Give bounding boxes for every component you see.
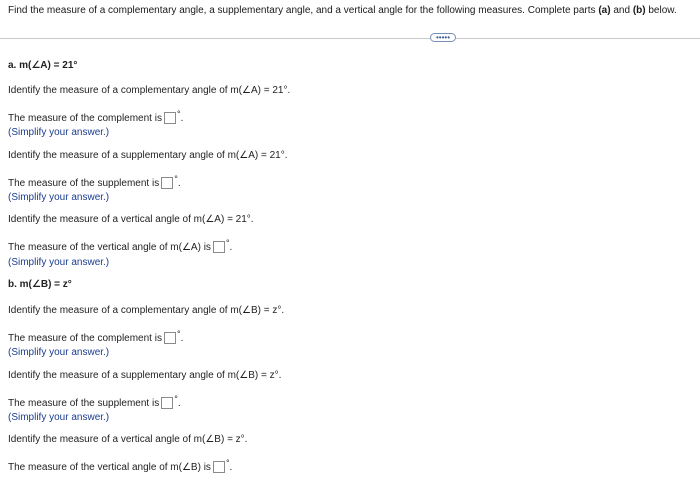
part-b-complement-answer-line (8, 329, 184, 344)
part-a-supplement-answer-prefix: The measure of the supplement is (8, 177, 160, 189)
part-a-vertical-answer-line (8, 238, 233, 253)
instructions (8, 5, 677, 16)
part-b-vertical-answer-input[interactable] (213, 461, 225, 473)
part-a-supplement-answer-input[interactable] (161, 177, 173, 189)
part-a-supplement-question: Identify the measure of a supplementary angle of m(∠A) = 21°. (8, 150, 288, 161)
period: . (180, 112, 184, 124)
part-b-complement-hint: (Simplify your answer.) (8, 347, 110, 358)
part-b-supplement-answer-input[interactable] (161, 397, 173, 409)
part-a-complement-answer-prefix: The measure of the complement is (8, 112, 162, 124)
instructions-part-b-ref: (b) (632, 5, 646, 16)
period: . (177, 397, 181, 409)
degree-symbol: ° (174, 174, 178, 184)
part-b-supplement-answer-prefix: The measure of the supplement is (8, 397, 160, 409)
part-b-supplement-answer-line (8, 394, 181, 409)
degree-symbol: ° (176, 329, 181, 339)
part-a-vertical-hint: (Simplify your answer.) (8, 257, 110, 268)
part-a-label: a. m(∠A) = 21° (8, 60, 78, 71)
part-b-complement-answer-input[interactable] (164, 332, 176, 344)
part-a-vertical-question: Identify the measure of a vertical angle of m(∠A) = 21°. (8, 214, 254, 225)
instructions-part-a-ref: (a) (598, 5, 611, 16)
part-b-complement-answer-prefix: The measure of the complement is (8, 332, 162, 344)
period: . (229, 461, 233, 473)
expand-more-button[interactable]: ••••• (430, 33, 456, 42)
part-b-supplement-question: Identify the measure of a supplementary angle of m(∠B) = z°. (8, 370, 282, 381)
part-a-complement-hint: (Simplify your answer.) (8, 127, 110, 138)
part-a-complement-question: Identify the measure of a complementary angle of m(∠A) = 21°. (8, 85, 291, 96)
part-b-label: b. m(∠B) = z° (8, 279, 72, 290)
instructions-and: and (610, 5, 633, 16)
part-b-vertical-answer-prefix: The measure of the vertical angle of m(∠B) is (8, 461, 211, 473)
instructions-tail: below. (645, 5, 677, 16)
part-a-complement-answer-line (8, 109, 184, 124)
part-a-supplement-answer-line (8, 174, 181, 189)
degree-symbol: ° (174, 394, 178, 404)
part-b-vertical-answer-line (8, 458, 233, 473)
part-b-vertical-question: Identify the measure of a vertical angle of m(∠B) = z°. (8, 434, 248, 445)
degree-symbol: ° (176, 109, 181, 119)
part-a-supplement-hint: (Simplify your answer.) (8, 192, 110, 203)
part-a-vertical-answer-input[interactable] (213, 241, 225, 253)
degree-symbol: ° (225, 458, 230, 468)
part-a-complement-answer-input[interactable] (164, 112, 176, 124)
period: . (177, 177, 181, 189)
period: . (180, 332, 184, 344)
part-a-vertical-answer-prefix: The measure of the vertical angle of m(∠A) is (8, 241, 211, 253)
instructions-lead: Find the measure of a complementary angle, a supplementary angle, and a vertical angle for the following measures. Complete parts (8, 5, 599, 16)
degree-symbol: ° (225, 238, 230, 248)
period: . (229, 241, 233, 253)
part-b-complement-question: Identify the measure of a complementary angle of m(∠B) = z°. (8, 305, 285, 316)
header-divider (0, 38, 700, 39)
part-b-supplement-hint: (Simplify your answer.) (8, 412, 110, 423)
